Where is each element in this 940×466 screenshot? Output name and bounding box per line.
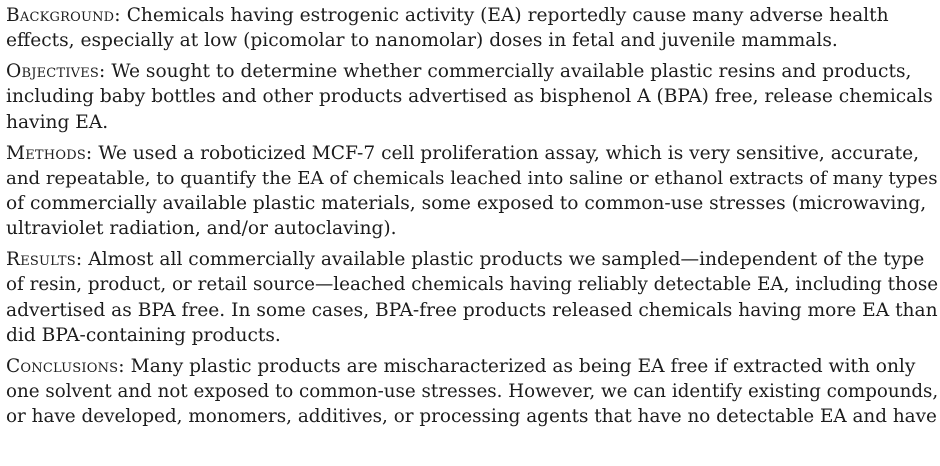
objectives-paragraph <box>6 59 938 135</box>
line-text: ultraviolet radiation, and/or autoclaving). <box>6 218 397 240</box>
methods-heading: Methods: <box>6 142 93 164</box>
line-text: including baby bottles and other products advertised as bisphenol A (BPA) free, release chemicals <box>6 86 933 108</box>
background-heading: Background: <box>6 5 121 26</box>
methods-paragraph <box>6 141 938 242</box>
line-text: of resin, product, or retail source—leached chemicals having reliably detectable EA, including those <box>6 274 939 296</box>
text-line <box>6 247 938 272</box>
conclusions-heading: Conclusions: <box>6 355 125 377</box>
line-text: Chemicals having estrogenic activity (EA) reportedly cause many adverse health <box>126 5 889 26</box>
line-text: did BPA-containing products. <box>6 324 281 346</box>
line-text: advertised as BPA free. In some cases, BPA-free products released chemicals having more EA than <box>6 299 938 321</box>
text-line <box>6 3 938 28</box>
results-heading: Results: <box>6 249 83 271</box>
line-text: We sought to determine whether commercially available plastic resins and products, <box>111 61 912 83</box>
abstract-text <box>6 3 938 435</box>
objectives-heading: Objectives: <box>6 61 106 83</box>
line-text: We used a roboticized MCF-7 cell proliferation assay, which is very sensitive, accurate, <box>98 142 919 164</box>
line-text: Almost all commercially available plastic products we sampled—independent of the type <box>88 249 925 271</box>
line-text: Many plastic products are mischaracterized as being EA free if extracted with only <box>130 355 916 377</box>
text-line <box>6 59 938 84</box>
line-text: one solvent and not exposed to common-use stresses. However, we can identify existing compounds, <box>6 381 939 403</box>
line-text: or have developed, monomers, additives, or processing agents that have no detectable EA and have <box>6 406 937 428</box>
results-paragraph <box>6 247 938 348</box>
text-line <box>6 141 938 166</box>
text-line <box>6 354 938 379</box>
line-text: having EA. <box>6 111 109 133</box>
line-text: and repeatable, to quantify the EA of chemicals leached into saline or ethanol extracts of many types <box>6 167 938 189</box>
background-paragraph <box>6 3 938 53</box>
line-text: of commercially available plastic materials, some exposed to common-use stresses (microwaving, <box>6 193 927 215</box>
conclusions-paragraph <box>6 354 938 430</box>
line-text: effects, especially at low (picomolar to nanomolar) doses in fetal and juvenile mammals. <box>6 30 838 52</box>
